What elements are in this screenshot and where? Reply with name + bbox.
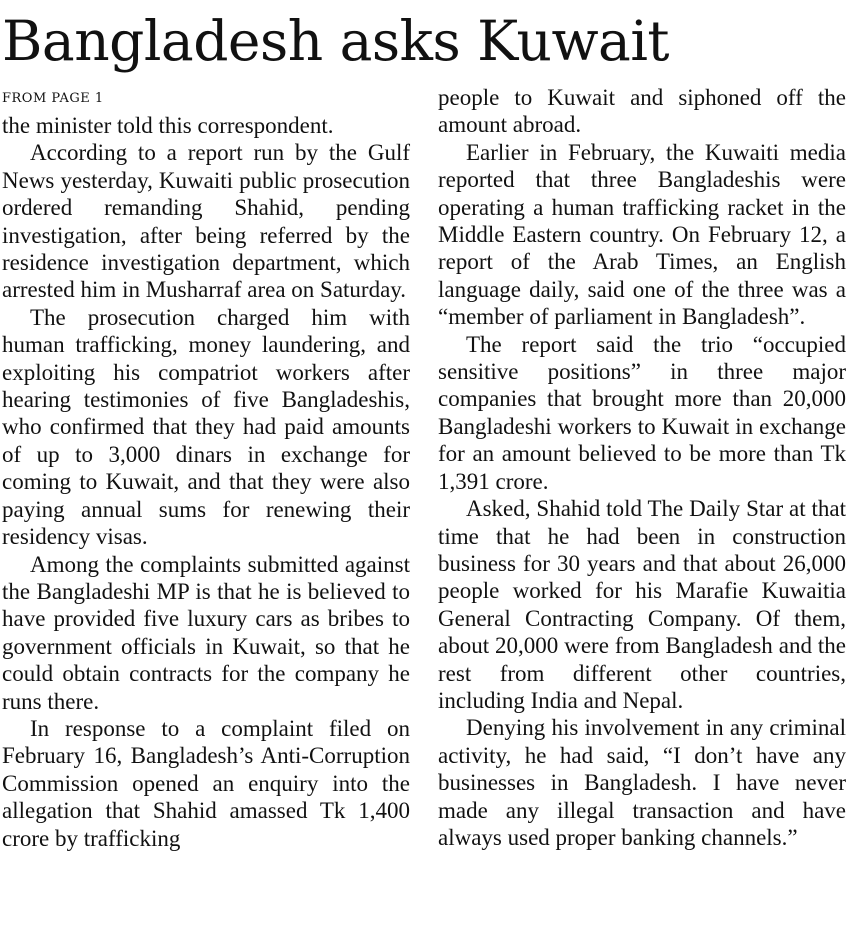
paragraph: Asked, Shahid told The Daily Star at that time that he had been in construction business for 30 years and that about 26,000 people worked for his Marafie Kuwaitia General Contracting Company. Of them, about 20,000 were from Bangladesh and the rest from different other countries, including India and Nepal. bbox=[438, 496, 846, 713]
right-column bbox=[438, 84, 846, 851]
paragraph: The report said the trio “occupied sensitive positions” in three major companies that brought more than 20,000 Bangladeshi workers to Kuwait in exchange for an amount believed to be more than Tk 1,391 crore. bbox=[438, 331, 846, 494]
paragraph: The prosecution charged him with human trafficking, money laundering, and exploiting his compatriot workers after hearing testimonies of five Bangladeshis, who confirmed that they had paid amounts of up to 3,000 dinars in exchange for coming to Kuwait, and that they were also paying annual sums for renewing their residency visas. bbox=[2, 304, 410, 550]
left-column bbox=[2, 86, 410, 852]
continuation-kicker: FROM PAGE 1 bbox=[2, 91, 104, 106]
paragraph: Among the complaints submitted against the Bangladeshi MP is that he is believed to have provided five luxury cars as bribes to government officials in Kuwait, so that he could obtain contracts for the company he runs there. bbox=[2, 551, 410, 714]
paragraph: the minister told this correspondent. bbox=[2, 113, 334, 138]
headline: Bangladesh asks Kuwait bbox=[2, 9, 670, 73]
paragraph: According to a report run by the Gulf News yesterday, Kuwaiti public prosecution ordered remanding Shahid, pending investigation, after being referred by the residence investigation department, which arrested him in Musharraf area on Saturday. bbox=[2, 140, 410, 303]
paragraph: Denying his involvement in any criminal activity, he had said, “I don’t have any businesses in Bangladesh. I have never made any illegal transaction and have always used proper banking channels.” bbox=[438, 715, 846, 850]
paragraph: Earlier in February, the Kuwaiti media reported that three Bangladeshis were operating a human trafficking racket in the Middle Eastern country. On February 12, a report of the Arab Times, an English language daily, said one of the three was a “member of parliament in Bangladesh”. bbox=[438, 139, 846, 330]
paragraph: people to Kuwait and siphoned off the amount abroad. bbox=[438, 85, 846, 138]
paragraph: In response to a complaint filed on February 16, Bangladesh’s Anti-Corruption Commission opened an enquiry into the allegation that Shahid amassed Tk 1,400 crore by trafficking bbox=[2, 715, 410, 851]
